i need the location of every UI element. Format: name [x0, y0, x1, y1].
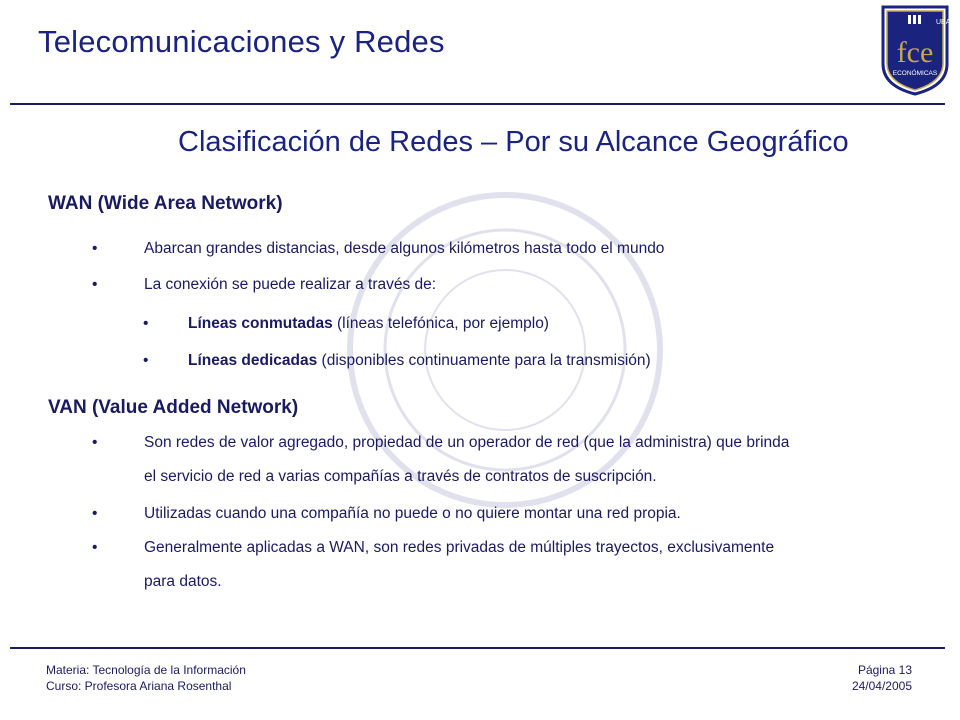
footer-rule	[10, 647, 945, 649]
bullet-text-line-2: el servicio de red a varias compañías a través de contratos de suscripción.	[144, 468, 657, 485]
sub-bullet-rest: (líneas telefónica, por ejemplo)	[332, 315, 549, 332]
fce-logo	[880, 4, 950, 96]
footer-curso: Curso: Profesora Ariana Rosenthal	[46, 679, 232, 693]
svg-text:fce: fce	[896, 36, 934, 69]
bullet-dot: •	[92, 539, 98, 556]
bullet-text-line-1: Son redes de valor agregado, propiedad de un operador de red (que la administra) que brinda	[144, 434, 790, 451]
footer-date: 24/04/2005	[851, 679, 912, 693]
sub-bullet-rest: (disponibles continuamente para la transmisión)	[317, 352, 651, 369]
footer-materia: Materia: Tecnología de la Información	[46, 663, 246, 677]
sub-bullet-bold: Líneas conmutadas	[188, 315, 333, 332]
slide-title: Clasificación de Redes – Por su Alcance Geográfico	[178, 126, 849, 158]
footer-page-number: Página 13	[857, 663, 912, 677]
bullet-dot: •	[92, 276, 98, 293]
bullet-text: Abarcan grandes distancias, desde algunos kilómetros hasta todo el mundo	[144, 240, 665, 257]
bullet-dot: •	[143, 315, 149, 332]
bullet-text-line-1: Generalmente aplicadas a WAN, son redes privadas de múltiples trayectos, exclusivamente	[144, 539, 775, 556]
svg-text:UBA: UBA	[936, 19, 950, 26]
bullet-dot: •	[92, 505, 98, 522]
bullet-dot: •	[143, 352, 149, 369]
van-heading: VAN (Value Added Network)	[48, 397, 299, 418]
wan-heading: WAN (Wide Area Network)	[48, 193, 283, 214]
svg-text:ECONÓMICAS: ECONÓMICAS	[892, 70, 938, 77]
bullet-dot: •	[92, 240, 98, 257]
bullet-text	[188, 307, 549, 341]
bullet-dot: •	[92, 434, 98, 451]
header-title: Telecomunicaciones y Redes	[38, 24, 445, 59]
header-rule	[10, 103, 945, 105]
sub-bullet-bold: Líneas dedicadas	[188, 352, 318, 369]
footer-right	[852, 662, 912, 694]
bullet-text: La conexión se puede realizar a través de:	[144, 276, 437, 293]
bullet-text	[188, 344, 651, 378]
bullet-text: Utilizadas cuando una compañía no puede o no quiere montar una red propia.	[144, 505, 681, 522]
footer-left	[46, 662, 246, 694]
bullet-text-line-2: para datos.	[144, 573, 222, 590]
